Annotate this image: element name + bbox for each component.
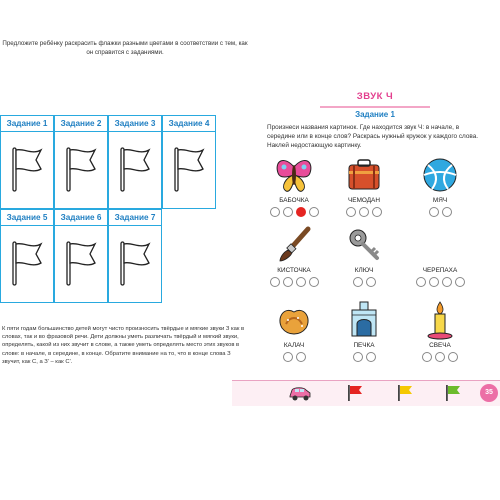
sound-position-circle[interactable] — [422, 352, 432, 362]
word-label: ПЕЧКА — [353, 342, 375, 349]
sound-position-circle[interactable] — [366, 277, 376, 287]
flag-yellow-icon — [396, 384, 414, 402]
sound-position-circle[interactable] — [346, 207, 356, 217]
sound-position-circle[interactable] — [366, 352, 376, 362]
circle-group — [266, 277, 322, 289]
car-icon — [288, 384, 312, 402]
paintbrush-icon — [274, 225, 314, 265]
task-instruction: Произнеси названия картинок. Где находится звук Ч: в начале, в середине или в конце слов? Раскрась нужный кружок у каждого слова. Наклей недостающую картинку. — [267, 124, 479, 149]
sound-position-circle[interactable] — [283, 207, 293, 217]
ball-icon — [420, 155, 460, 195]
circle-group — [336, 207, 392, 219]
word-label: КЛЮЧ — [354, 267, 374, 274]
sound-position-circle[interactable] — [442, 277, 452, 287]
flag-outline-icon — [172, 146, 206, 192]
sound-title: ЗВУК Ч — [320, 88, 430, 108]
circle-group — [266, 207, 322, 219]
parent-note-text: К пяти годам большинство детей могут чисто произносить твёрдые и мягкие звуки З как в словах, так и во фразовой речи. Дети должны уметь различать твёрдый и мягкий звуки, определять, какой из них звучит в слове, а также уметь определять место этих звуков в слове: в начале, в середине, в конце. Обратите внимание на то, что в конце слова З звучит, как С, а З’ – как С’. — [2, 326, 245, 365]
flag-green-icon — [444, 384, 462, 402]
circle-group — [412, 352, 468, 364]
task-cell-label: Задание 2 — [55, 116, 107, 132]
circle-group — [266, 352, 322, 364]
task-title: Задание 1 — [355, 110, 395, 119]
pretzel-icon — [274, 300, 314, 340]
suitcase-icon — [344, 155, 384, 195]
task-cell-5[interactable] — [0, 209, 54, 303]
page-number: 35 — [480, 384, 498, 402]
sound-position-circle[interactable] — [309, 277, 319, 287]
candle-icon — [420, 300, 460, 340]
flag-red-icon — [346, 384, 364, 402]
circle-group — [412, 277, 468, 289]
instruction-text: Предложите ребёнку раскрасить флажки разными цветами в соответствии с тем, как он справится с заданиями. — [2, 40, 248, 56]
sound-position-circle[interactable] — [296, 352, 306, 362]
sound-position-circle[interactable] — [359, 207, 369, 217]
task-cell-2[interactable] — [54, 115, 108, 209]
key-icon — [344, 225, 384, 265]
task-cell-label: Задание 4 — [163, 116, 215, 132]
sound-position-circle[interactable] — [429, 207, 439, 217]
task-cell-3[interactable] — [108, 115, 162, 209]
task-cell-label: Задание 6 — [55, 210, 107, 226]
sound-position-circle[interactable] — [309, 207, 319, 217]
word-label: СВЕЧА — [429, 342, 451, 349]
sound-position-circle[interactable] — [448, 352, 458, 362]
word-label: МЯЧ — [432, 197, 448, 204]
flag-outline-icon — [64, 240, 98, 286]
word-label: КИСТОЧКА — [277, 267, 311, 274]
flag-outline-icon — [64, 146, 98, 192]
word-label: КАЛАЧ — [283, 342, 305, 349]
flag-outline-icon — [10, 146, 44, 192]
flag-outline-icon — [118, 146, 152, 192]
sound-position-circle[interactable] — [270, 277, 280, 287]
task-cell-label: Задание 3 — [109, 116, 161, 132]
stove-icon — [344, 300, 384, 340]
butterfly-icon — [274, 155, 314, 195]
circle-group — [336, 277, 392, 289]
word-label: ЧЕМОДАН — [348, 197, 380, 204]
sound-position-circle[interactable] — [416, 277, 426, 287]
task-cell-label: Задание 5 — [1, 210, 53, 226]
sound-position-circle[interactable] — [283, 352, 293, 362]
word-label: ЧЕРЕПАХА — [422, 267, 458, 274]
flag-outline-icon — [10, 240, 44, 286]
task-cell-4[interactable] — [162, 115, 216, 209]
task-cell-1[interactable] — [0, 115, 54, 209]
sound-position-circle[interactable] — [296, 277, 306, 287]
task-cell-7[interactable] — [108, 209, 162, 303]
sound-position-circle[interactable] — [270, 207, 280, 217]
missing-picture-placeholder[interactable] — [420, 225, 460, 265]
sound-position-circle[interactable] — [353, 277, 363, 287]
task-cell-6[interactable] — [54, 209, 108, 303]
sound-position-circle[interactable] — [442, 207, 452, 217]
task-cell-label: Задание 1 — [1, 116, 53, 132]
circle-group — [412, 207, 468, 219]
footer-divider — [232, 380, 500, 381]
sound-position-circle[interactable] — [283, 277, 293, 287]
sound-position-circle[interactable] — [435, 352, 445, 362]
sound-position-circle[interactable] — [353, 352, 363, 362]
flag-outline-icon — [118, 240, 152, 286]
sound-position-circle[interactable] — [429, 277, 439, 287]
sound-position-circle-filled[interactable] — [296, 207, 306, 217]
task-cell-label: Задание 7 — [109, 210, 161, 226]
word-label: БАБОЧКА — [279, 197, 309, 204]
sound-position-circle[interactable] — [372, 207, 382, 217]
circle-group — [336, 352, 392, 364]
sound-position-circle[interactable] — [455, 277, 465, 287]
